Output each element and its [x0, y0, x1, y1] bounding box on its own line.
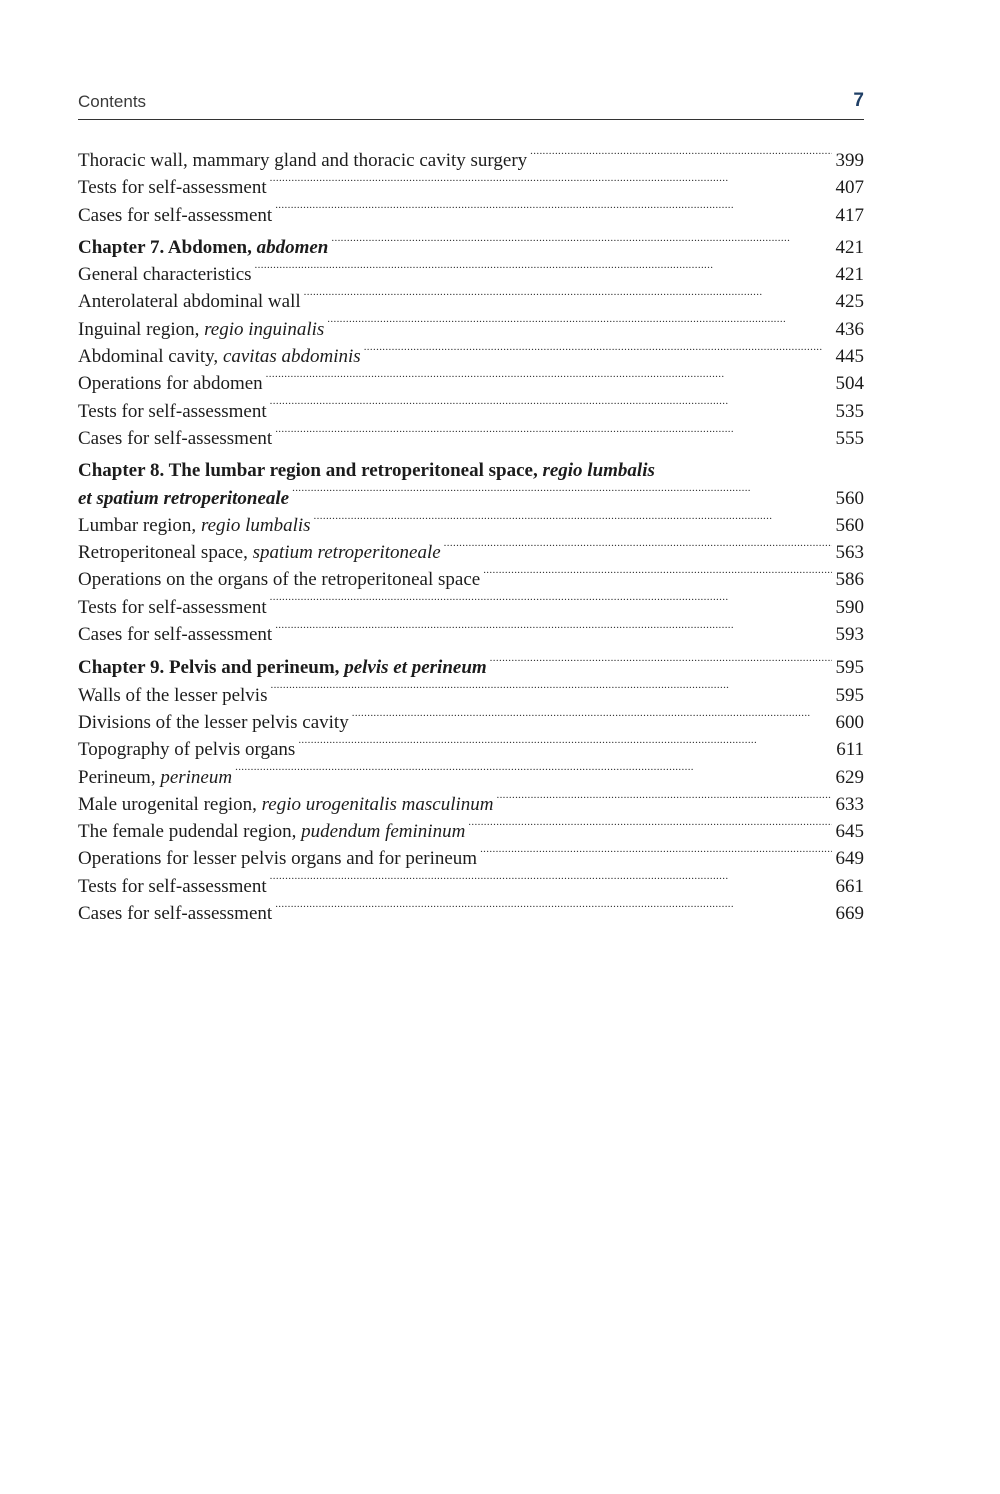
dot-leader: [483, 566, 831, 585]
dot-leader: [468, 818, 831, 837]
toc-entry[interactable]: [78, 174, 864, 201]
toc-entry-title: Walls of the lesser pelvis: [78, 684, 268, 706]
toc-entry-title: [78, 317, 327, 343]
dot-leader: [292, 485, 831, 504]
toc-entry[interactable]: [78, 594, 864, 621]
toc-entry-page: 407: [835, 177, 864, 199]
toc-entry[interactable]: [78, 425, 864, 452]
toc-entry-page: 436: [835, 318, 864, 340]
toc-entry-page: 661: [835, 875, 864, 897]
toc-entry-title: Operations on the organs of the retroperitoneal space: [78, 569, 481, 591]
toc-entry[interactable]: [78, 845, 864, 872]
toc-entry[interactable]: [78, 398, 864, 425]
toc-entry-page: 445: [835, 346, 864, 368]
toc-entry-page: 421: [835, 264, 864, 286]
toc-entry-title: Tests for self-assessment: [78, 596, 267, 618]
toc-chapter-title: [78, 486, 292, 512]
toc-entry-page: 504: [835, 373, 864, 395]
toc-entry-page: 633: [835, 793, 864, 815]
toc-entry-title: [78, 540, 444, 566]
toc-chapter-9[interactable]: [78, 654, 864, 681]
toc-chapter-8[interactable]: [78, 485, 864, 512]
entry-text: Abdominal cavity,: [78, 346, 223, 368]
toc-entry-page: 535: [835, 400, 864, 422]
dot-leader: [275, 900, 831, 919]
toc-entry-page: 600: [835, 711, 864, 733]
toc-entry-title: Cases for self-assessment: [78, 204, 273, 226]
dot-leader: [270, 682, 831, 701]
chapter-latin-name: pelvis et perineum: [344, 657, 487, 679]
toc-entry-title: Tests for self-assessment: [78, 875, 267, 897]
toc-entry[interactable]: [78, 202, 864, 229]
toc-entry-page: 555: [835, 427, 864, 449]
toc-entry-page: 421: [835, 236, 864, 258]
toc-chapter-7[interactable]: [78, 234, 864, 261]
toc-entry-page: 611: [836, 739, 864, 761]
entry-latin-name: regio urogenitalis masculinum: [261, 793, 494, 815]
toc-entry-title: Anterolateral abdominal wall: [78, 291, 301, 313]
dot-leader: [275, 621, 831, 640]
header-rule: [78, 119, 864, 120]
toc-entry[interactable]: [78, 316, 864, 343]
toc-entry[interactable]: [78, 736, 864, 763]
toc-entry[interactable]: [78, 873, 864, 900]
toc-entry-page: 595: [835, 684, 864, 706]
dot-leader: [327, 316, 831, 335]
toc-entry-title: Tests for self-assessment: [78, 400, 267, 422]
chapter-latin-name: abdomen: [256, 236, 329, 258]
chapter-latin-name: regio lumbalis: [542, 460, 655, 482]
entry-text: Perineum,: [78, 766, 161, 788]
entry-text: The female pudendal region,: [78, 821, 302, 843]
dot-leader: [352, 709, 832, 728]
toc-entry-title: Thoracic wall, mammary gland and thoracic cavity surgery: [78, 150, 528, 171]
dot-leader: [270, 594, 832, 613]
toc-entry-page: 593: [835, 624, 864, 646]
chapter-label: Chapter 7. Abdomen,: [78, 236, 257, 258]
toc-entry-title: Operations for abdomen: [78, 373, 263, 395]
dot-leader: [255, 261, 832, 280]
entry-latin-name: spatium retroperitoneale: [252, 542, 441, 564]
dot-leader: [364, 343, 832, 362]
toc-entry-title: General characteristics: [78, 264, 252, 286]
toc-entry-title: Topography of pelvis organs: [78, 739, 296, 761]
dot-leader: [530, 147, 831, 166]
toc-entry[interactable]: [78, 539, 864, 566]
entry-latin-name: regio lumbalis: [200, 514, 311, 536]
entry-latin-name: pudendum femininum: [301, 821, 466, 843]
toc-entry[interactable]: [78, 709, 864, 736]
toc-entry-page: 649: [835, 848, 864, 870]
dot-leader: [331, 234, 831, 253]
toc-entry-title: Tests for self-assessment: [78, 177, 267, 199]
toc-entry-title: [78, 344, 364, 370]
chapter-label: Chapter 9. Pelvis and perineum,: [78, 657, 345, 679]
toc-entry-page: 425: [835, 291, 864, 313]
toc-entry-page: 399: [835, 150, 864, 171]
dot-leader: [270, 873, 832, 892]
dot-leader: [304, 288, 832, 307]
toc-entry[interactable]: [78, 621, 864, 648]
toc-entry-title: Cases for self-assessment: [78, 624, 273, 646]
toc-entry-title: Divisions of the lesser pelvis cavity: [78, 711, 349, 733]
toc-entry[interactable]: [78, 682, 864, 709]
running-head: [78, 92, 864, 116]
dot-leader: [314, 512, 832, 531]
toc-entry-page: 586: [835, 569, 864, 591]
dot-leader: [444, 539, 832, 558]
dot-leader: [496, 791, 831, 810]
toc-entry-title: Cases for self-assessment: [78, 903, 273, 925]
dot-leader: [270, 174, 832, 193]
chapter-latin-name: et spatium retroperitoneale: [78, 487, 290, 509]
toc-entry[interactable]: [78, 370, 864, 397]
entry-latin-name: perineum: [160, 766, 233, 788]
dot-leader: [480, 845, 831, 864]
dot-leader: [490, 654, 832, 673]
toc-entry[interactable]: [78, 343, 864, 370]
toc-entry[interactable]: [78, 261, 864, 288]
toc-entry-page: 669: [835, 903, 864, 925]
toc-entry[interactable]: [78, 818, 864, 845]
dot-leader: [275, 425, 831, 444]
toc-entry-page: 560: [835, 487, 864, 509]
toc-entry[interactable]: [78, 764, 864, 791]
toc-chapter-title: [78, 655, 490, 681]
toc-entry[interactable]: [78, 512, 864, 539]
toc-entry[interactable]: [78, 566, 864, 593]
page-number: 7: [853, 90, 864, 111]
toc-entry-page: 563: [835, 542, 864, 564]
toc-entry-page: 595: [835, 657, 864, 679]
entry-latin-name: regio inguinalis: [204, 318, 325, 340]
toc-entry-page: 560: [835, 514, 864, 536]
dot-leader: [270, 398, 832, 417]
entry-latin-name: cavitas abdominis: [222, 346, 361, 368]
toc-entry[interactable]: [78, 791, 864, 818]
toc-entry-title: [78, 792, 496, 818]
toc-entry-page: 590: [835, 596, 864, 618]
dot-leader: [275, 202, 831, 221]
dot-leader: [235, 764, 831, 783]
table-of-contents: [78, 147, 864, 927]
dot-leader: [266, 370, 832, 389]
toc-entry[interactable]: [78, 147, 864, 174]
toc-entry-title: [78, 513, 314, 539]
toc-entry-page: 417: [835, 204, 864, 226]
toc-entry[interactable]: [78, 288, 864, 315]
chapter-label: Chapter 8. The lumbar region and retroperitoneal space,: [78, 460, 543, 482]
running-title: Contents: [78, 92, 147, 111]
toc-entry-page: 629: [835, 766, 864, 788]
entry-text: Lumbar region,: [78, 514, 201, 536]
toc-entry-title: [78, 765, 235, 791]
toc-entry[interactable]: [78, 900, 864, 927]
entry-text: Male urogenital region,: [78, 793, 262, 815]
toc-entry-title: Cases for self-assessment: [78, 427, 273, 449]
entry-text: Retroperitoneal space,: [78, 542, 253, 564]
dot-leader: [298, 736, 832, 755]
toc-chapter-title: [78, 235, 331, 261]
entry-text: Inguinal region,: [78, 318, 205, 340]
toc-entry-title: [78, 819, 468, 845]
toc-entry-page: 645: [835, 821, 864, 843]
toc-entry-title: Operations for lesser pelvis organs and for perineum: [78, 848, 478, 870]
toc-chapter-8-title-line[interactable]: [78, 458, 864, 484]
